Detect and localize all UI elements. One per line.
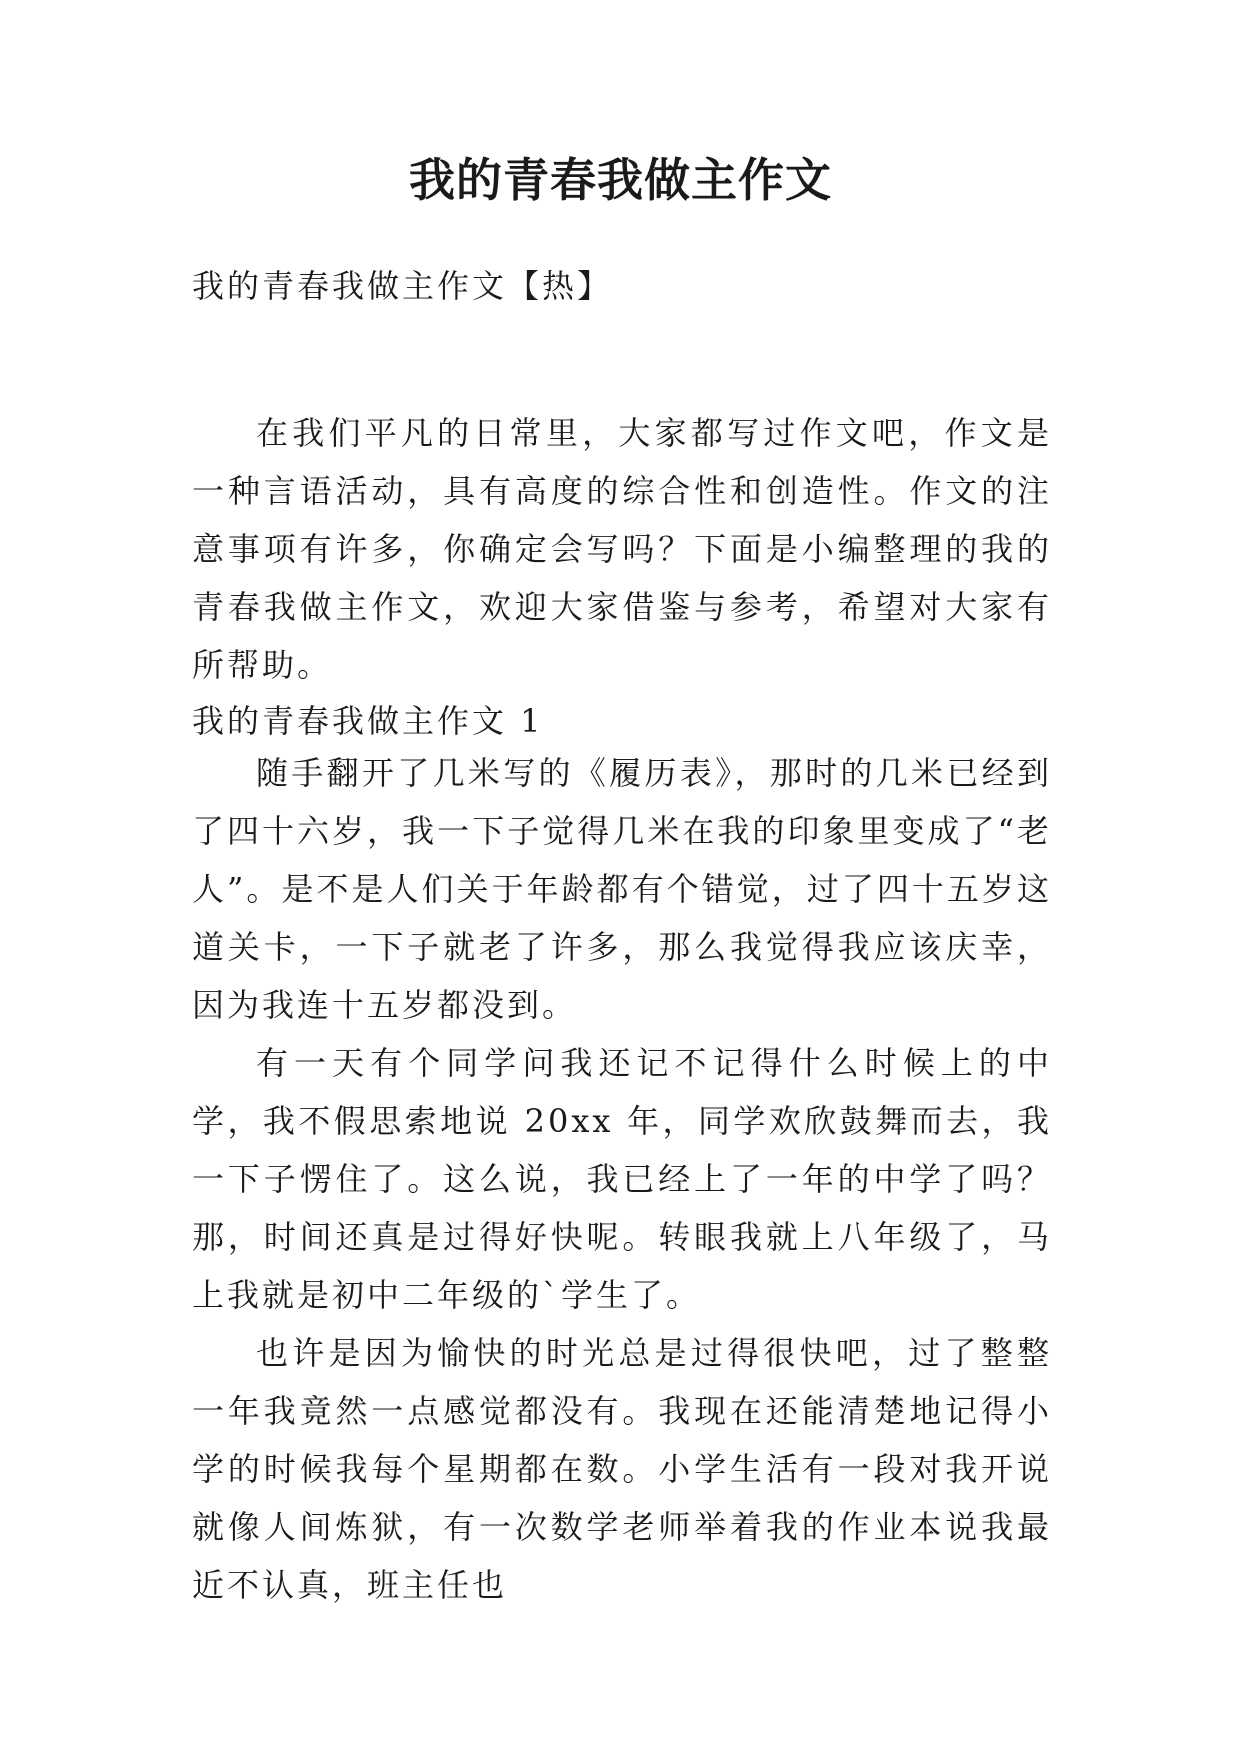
intro-paragraph: 在我们平凡的日常里，大家都写过作文吧，作文是一种言语活动，具有高度的综合性和创造性。作文的注意事项有许多，你确定会写吗？下面是小编整理的我的青春我做主作文，欢迎大家借鉴与参考，希望对大家有所帮助。	[192, 414, 1052, 684]
body-paragraph: 随手翻开了几米写的《履历表》，那时的几米已经到了四十六岁，我一下子觉得几米在我的印象里变成了“老人”。是不是人们关于年龄都有个错觉，过了四十五岁这道关卡，一下子就老了许多，那么我觉得我应该庆幸，因为我连十五岁都没到。	[192, 754, 1052, 1024]
essay-body	[192, 744, 1052, 1614]
section-heading: 我的青春我做主作文 1	[192, 702, 544, 740]
document-subtitle: 我的青春我做主作文【热】	[192, 267, 613, 305]
body-paragraph: 有一天有个同学问我还记不记得什么时候上的中学，我不假思索地说 20xx 年，同学欢欣鼓舞而去，我一下子愣住了。这么说，我已经上了一年的中学了吗？那，时间还真是过得好快呢。转眼我就上八年级了，马上我就是初中二年级的`学生了。	[192, 1044, 1052, 1314]
intro-block	[192, 404, 1052, 694]
body-paragraph: 也许是因为愉快的时光总是过得很快吧，过了整整一年我竟然一点感觉都没有。我现在还能清楚地记得小学的时候我每个星期都在数。小学生活有一段对我开说就像人间炼狱，有一次数学老师举着我的作业本说我最近不认真，班主任也	[192, 1334, 1052, 1604]
document-title: 我的青春我做主作文	[409, 153, 832, 207]
